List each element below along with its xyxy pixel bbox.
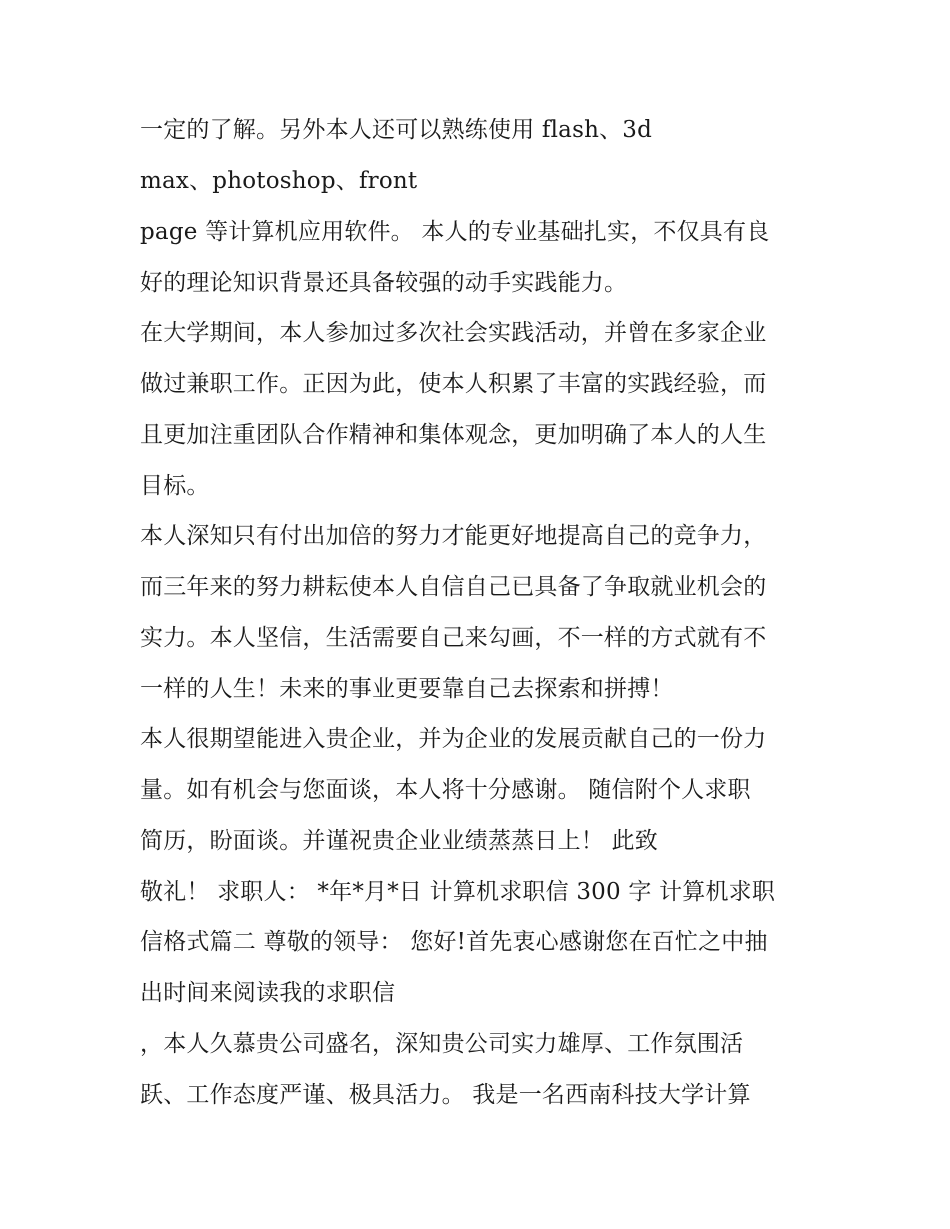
text-line: 出时间来阅读我的求职信 xyxy=(140,980,396,1006)
text-line: 本人很期望能进入贵企业，并为企业的发展贡献自己的一份力 xyxy=(140,726,767,752)
text-line: 而三年来的努力耕耘使本人自信自己已具备了争取就业机会的 xyxy=(140,574,767,600)
text-line: 一定的了解。另外本人还可以熟练使用 flash、3d xyxy=(140,117,653,143)
text-line: 敬礼！ 求职人： *年*月*日 计算机求职信 300 字 计算机求职 xyxy=(140,879,776,905)
text-line: 跃、工作态度严谨、极具活力。 我是一名西南科技大学计算 xyxy=(140,1082,751,1108)
text-line: page 等计算机应用软件。 本人的专业基础扎实，不仅具有良 xyxy=(140,219,770,245)
text-line: 在大学期间，本人参加过多次社会实践活动，并曾在多家企业 xyxy=(140,320,767,346)
text-line: 本人深知只有付出加倍的努力才能更好地提高自己的竞争力， xyxy=(140,523,767,549)
text-line: 一样的人生！未来的事业更要靠自己去探索和拼搏！ xyxy=(140,676,674,702)
text-line: 信格式篇二 尊敬的领导： 您好!首先衷心感谢您在百忙之中抽 xyxy=(140,929,768,955)
text-line: 做过兼职工作。正因为此，使本人积累了丰富的实践经验，而 xyxy=(140,371,767,397)
text-line: 目标。 xyxy=(140,473,210,499)
text-line: max、photoshop、front xyxy=(140,168,418,194)
text-line: 量。如有机会与您面谈，本人将十分感谢。 随信附个人求职 xyxy=(140,777,751,803)
text-line: 简历，盼面谈。并谨祝贵企业业绩蒸蒸日上！ 此致 xyxy=(140,828,658,854)
text-line: 且更加注重团队合作精神和集体观念，更加明确了本人的人生 xyxy=(140,422,767,448)
text-line: 实力。本人坚信，生活需要自己来勾画，不一样的方式就有不 xyxy=(140,625,767,651)
text-line: ，本人久慕贵公司盛名，深知贵公司实力雄厚、工作氛围活 xyxy=(140,1031,744,1057)
text-line: 好的理论知识背景还具备较强的动手实践能力。 xyxy=(140,270,628,296)
